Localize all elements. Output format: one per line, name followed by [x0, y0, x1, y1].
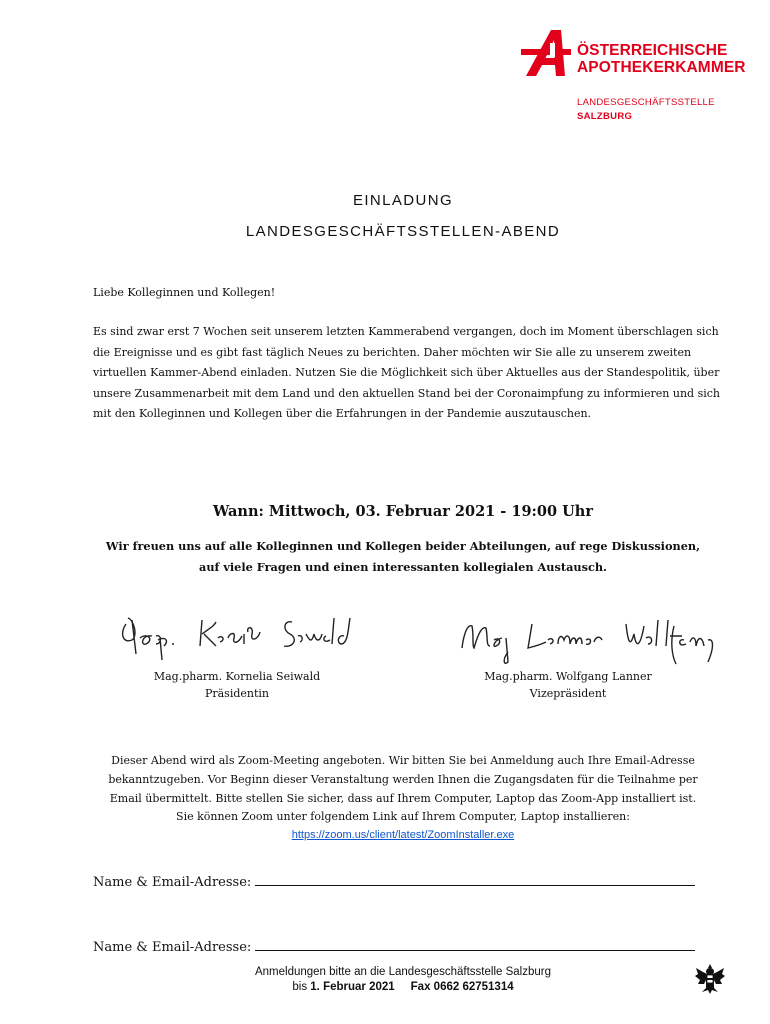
- name-email-field-1[interactable]: [93, 873, 695, 890]
- signature-block-vice-president: [438, 668, 698, 702]
- signature-seiwald: [118, 610, 368, 670]
- heading-line1: EINLADUNG: [352, 192, 454, 209]
- invite-text: [0, 536, 770, 578]
- name-email-blank-2[interactable]: [255, 938, 695, 951]
- signature-block-president: [107, 668, 367, 702]
- vice-president-role: Vizepräsident: [529, 687, 607, 700]
- vice-president-name: Mag.pharm. Wolfgang Lanner: [484, 670, 652, 683]
- austrian-eagle-icon: [692, 960, 728, 996]
- president-name: Mag.pharm. Kornelia Seiwald: [153, 670, 321, 683]
- logo-name-line2: APOTHEKERKAMMER: [577, 59, 746, 76]
- name-email-blank-1[interactable]: [255, 873, 695, 886]
- name-email-field-2[interactable]: [93, 938, 695, 955]
- intro-paragraph: Es sind zwar erst 7 Wochen seit unserem letzten Kammerabend vergangen, doch im Moment überschlagen sich die Ereignisse und es gibt fast täglich Neues zu berichten. Daher möchten wir Sie alle zu unserem zweiten virtuellen Kammer-Abend einladen. Nutzen Sie die Möglichkeit sich über Aktuelles aus der Standespolitik, über unsere Zusammenarbeit mit dem Land und den aktuellen Stand bei der Coronaimpfung zu informieren und sich mit den Kolleginnen und Kollegen über die Erfahrungen in der Pandemie auszutauschen.: [93, 325, 721, 421]
- zoom-info-line1: Dieser Abend wird als Zoom-Meeting angeboten. Wir bitten Sie bei Anmeldung auch Ihre Email-Adresse: [111, 754, 695, 767]
- footer-bis: bis: [292, 981, 308, 993]
- zoom-install: [0, 808, 770, 844]
- invite-line1: Wir freuen uns auf alle Kolleginnen und Kollegen beider Abteilungen, auf rege Diskussionen,: [105, 539, 701, 553]
- greeting: Liebe Kolleginnen und Kollegen!: [93, 286, 276, 299]
- footer-deadline: 1. Februar 2021: [310, 981, 395, 993]
- zoom-installer-link[interactable]: https://zoom.us/client/latest/ZoomInstaller.exe: [291, 829, 515, 841]
- zoom-info-line2: bekanntzugeben. Vor Beginn dieser Veranstaltung werden Ihnen die Zugangsdaten für die Teilnahme per: [108, 773, 698, 786]
- zoom-install-text: Sie können Zoom unter folgendem Link auf Ihrem Computer, Laptop installieren:: [176, 810, 630, 823]
- footer-fax: Fax 0662 62751314: [410, 981, 514, 993]
- logo-name-line1: ÖSTERREICHISCHE: [577, 42, 728, 59]
- logo-sub-line2: SALZBURG: [577, 111, 633, 122]
- president-role: Präsidentin: [204, 687, 270, 700]
- zoom-info: [0, 751, 770, 808]
- name-email-label-2: Name & Email-Adresse:: [93, 940, 252, 955]
- footer: [198, 965, 608, 995]
- zoom-info-line3: Email übermittelt. Bitte stellen Sie sicher, dass auf Ihrem Computer, Laptop das Zoom-App installiert ist.: [109, 792, 697, 805]
- heading-line2: LANDESGESCHÄFTSSTELLEN-ABEND: [245, 223, 561, 240]
- footer-line1: Anmeldungen bitte an die Landesgeschäftsstelle Salzburg: [254, 966, 551, 978]
- logo-sub-line1: LANDESGESCHÄFTSSTELLE: [577, 97, 715, 108]
- invite-line2: auf viele Fragen und einen interessanten kollegialen Austausch.: [199, 560, 607, 574]
- signature-lanner: [458, 612, 720, 674]
- event-date: Wann: Mittwoch, 03. Februar 2021 - 19:00 Uhr: [213, 503, 593, 520]
- name-email-label-1: Name & Email-Adresse:: [93, 875, 252, 890]
- apothecary-a-icon: [521, 28, 573, 80]
- chamber-logo: [521, 26, 751, 126]
